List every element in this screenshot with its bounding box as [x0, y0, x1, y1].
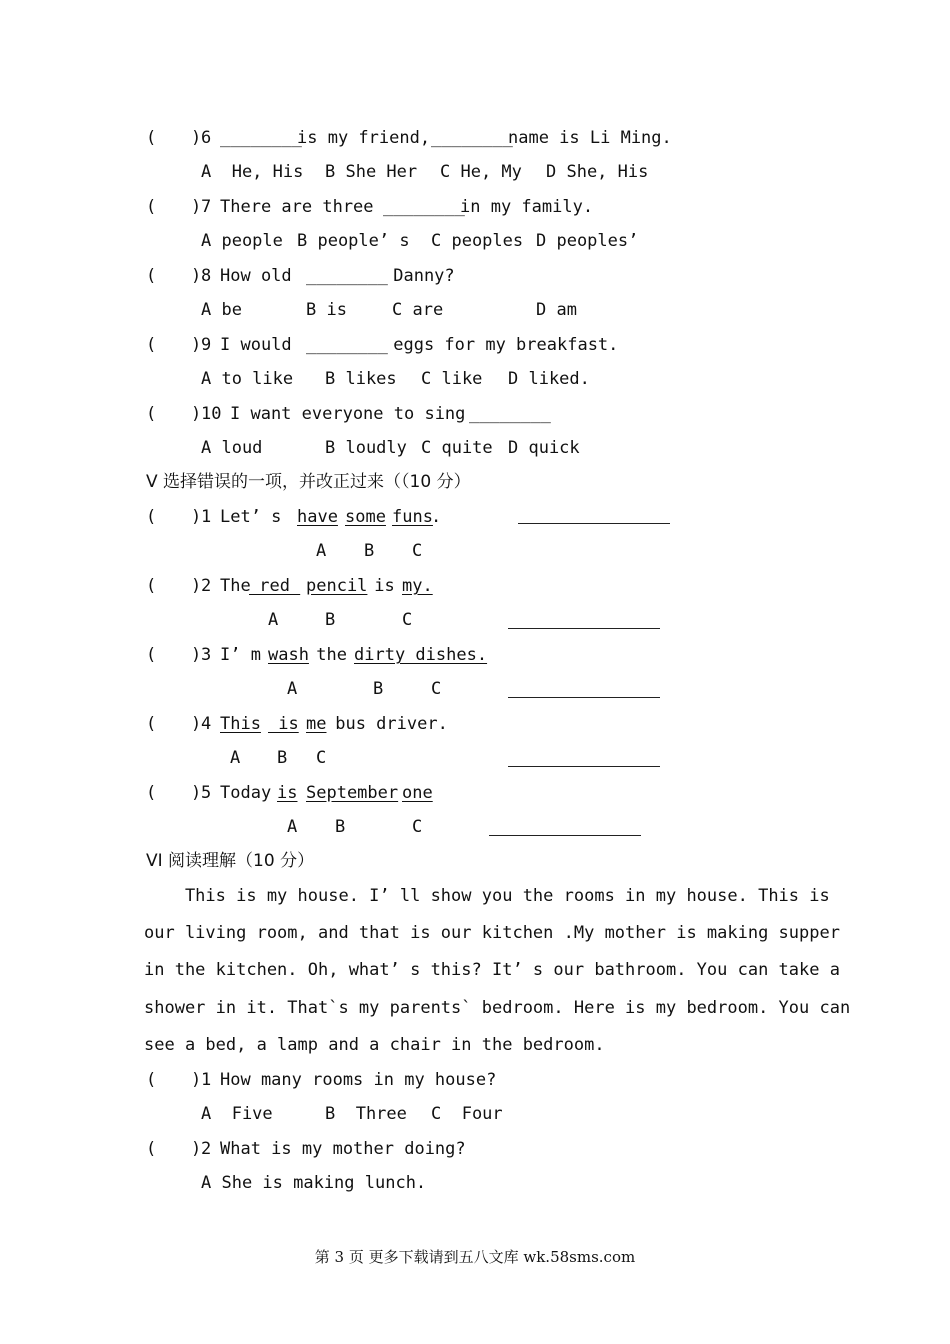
option-b: B loudly [325, 438, 407, 458]
label-c: C [412, 541, 423, 561]
question-number: 3 [201, 645, 212, 665]
option-d: D She, His [546, 162, 649, 182]
option-b: B Three [325, 1104, 407, 1124]
question-text: is my friend, [297, 128, 441, 148]
option-d: D peoples’ [536, 231, 639, 251]
sentence-text: Let’ s [220, 507, 302, 527]
answer-paren-open: ( [146, 404, 157, 424]
passage-line: see a bed, a lamp and a chair in the bedroom. [144, 1035, 605, 1055]
question-number: 2 [201, 1139, 212, 1159]
label-a: A [316, 541, 327, 561]
answer-paren-close: ) [191, 1070, 202, 1090]
blank-line: ________ [469, 404, 551, 424]
question-text: How many rooms in my house? [220, 1070, 497, 1090]
option-c: C quite [421, 438, 493, 458]
underlined-part-c: funs [392, 507, 433, 527]
answer-paren-close: ) [191, 128, 202, 148]
option-b: B is [306, 300, 347, 320]
underlined-part-c: me [306, 714, 327, 734]
question-text: in my family. [460, 197, 594, 217]
label-c: C [402, 610, 413, 630]
label-a: A [230, 748, 241, 768]
question-number: 2 [201, 576, 212, 596]
answer-paren-close: ) [191, 714, 202, 734]
blank-line: ________ [220, 128, 302, 148]
answer-paren-open: ( [146, 507, 157, 527]
underlined-part-b: some [345, 507, 386, 527]
label-c: C [316, 748, 327, 768]
label-a: A [268, 610, 279, 630]
question-number: 5 [201, 783, 212, 803]
label-c: C [431, 679, 442, 699]
section-title: VI 阅读理解（10 分） [146, 851, 315, 871]
question-number: 8 [201, 266, 212, 286]
answer-paren-open: ( [146, 645, 157, 665]
blank-line: ________ [306, 266, 388, 286]
answer-paren-close: ) [191, 645, 202, 665]
label-a: A [287, 679, 298, 699]
question-text: Danny? [383, 266, 455, 286]
label-a: A [287, 817, 298, 837]
answer-paren-close: ) [191, 404, 202, 424]
option-c: C Four [431, 1104, 503, 1124]
underlined-part-a: wash [268, 645, 309, 665]
option-b: B She Her [325, 162, 418, 182]
underlined-part-a: red [249, 576, 301, 596]
underlined-part-b: pencil [306, 576, 368, 596]
answer-paren-open: ( [146, 714, 157, 734]
correction-blank [508, 628, 660, 629]
option-b: B likes [325, 369, 397, 389]
answer-paren-close: ) [191, 783, 202, 803]
question-number: 1 [201, 1070, 212, 1090]
answer-paren-open: ( [146, 128, 157, 148]
passage-line: our living room, and that is our kitchen .My mother is making supper [144, 923, 840, 943]
question-text: eggs for my breakfast. [383, 335, 619, 355]
sentence-text: the [306, 645, 358, 665]
option-a: A loud [201, 438, 263, 458]
question-number: 6 [201, 128, 212, 148]
option-a: A She is making lunch. [201, 1173, 427, 1193]
label-b: B [364, 541, 375, 561]
page-footer: 第 3 页 更多下载请到五八文库 wk.58sms.com [314, 1248, 636, 1266]
question-text: How old [220, 266, 302, 286]
underlined-part-b: is [268, 714, 299, 734]
option-a: A be [201, 300, 242, 320]
option-a: A He, His [201, 162, 304, 182]
correction-blank [508, 766, 660, 767]
option-a: A to like [201, 369, 294, 389]
answer-paren-close: ) [191, 197, 202, 217]
label-b: B [335, 817, 346, 837]
option-c: C are [392, 300, 444, 320]
answer-paren-open: ( [146, 1070, 157, 1090]
option-d: D liked. [508, 369, 590, 389]
answer-paren-close: ) [191, 266, 202, 286]
option-c: C like [421, 369, 483, 389]
passage-line: shower in it. That`s my parents` bedroom. Here is my bedroom. You can [144, 998, 851, 1018]
answer-paren-close: ) [191, 507, 202, 527]
section-title: V 选择错误的一项，并改正过来（（10 分） [146, 472, 471, 492]
option-b: B people’ s [297, 231, 410, 251]
label-b: B [373, 679, 384, 699]
answer-paren-open: ( [146, 576, 157, 596]
blank-line: ________ [431, 128, 513, 148]
answer-paren-open: ( [146, 783, 157, 803]
answer-paren-open: ( [146, 197, 157, 217]
question-text: I want everyone to sing [230, 404, 476, 424]
underlined-part-b: September [306, 783, 399, 803]
passage-line: in the kitchen. Oh, what’ s this? It’ s our bathroom. You can take a [144, 960, 840, 980]
answer-paren-open: ( [146, 335, 157, 355]
sentence-text: . [431, 507, 442, 527]
option-d: D quick [508, 438, 580, 458]
question-text: name is Li Ming. [508, 128, 672, 148]
label-c: C [412, 817, 423, 837]
label-b: B [277, 748, 288, 768]
question-number: 10 [201, 404, 222, 424]
question-number: 1 [201, 507, 212, 527]
question-number: 9 [201, 335, 212, 355]
blank-line: ________ [383, 197, 465, 217]
answer-paren-close: ) [191, 576, 202, 596]
underlined-part-c: one [402, 783, 433, 803]
correction-blank [508, 697, 660, 698]
question-text: What is my mother doing? [220, 1139, 466, 1159]
blank-line: ________ [306, 335, 388, 355]
sentence-text: Today [220, 783, 282, 803]
label-b: B [325, 610, 336, 630]
option-c: C peoples [431, 231, 524, 251]
underlined-part-b: dirty dishes. [354, 645, 488, 665]
underlined-part-a: This [220, 714, 261, 734]
answer-paren-open: ( [146, 266, 157, 286]
correction-blank [489, 835, 641, 836]
sentence-text: is [364, 576, 405, 596]
question-number: 4 [201, 714, 212, 734]
question-number: 7 [201, 197, 212, 217]
sentence-text: I’ m [220, 645, 272, 665]
option-d: D am [536, 300, 577, 320]
answer-paren-close: ) [191, 335, 202, 355]
option-a: A Five [201, 1104, 273, 1124]
underlined-part-c: my. [402, 576, 433, 596]
option-a: A people [201, 231, 283, 251]
question-text: I would [220, 335, 302, 355]
underlined-part-a: have [297, 507, 338, 527]
correction-blank [518, 523, 670, 524]
underlined-part-a: is [277, 783, 298, 803]
option-c: C He, My [440, 162, 522, 182]
sentence-text: The [220, 576, 251, 596]
answer-paren-open: ( [146, 1139, 157, 1159]
sentence-text: bus driver. [325, 714, 448, 734]
answer-paren-close: ) [191, 1139, 202, 1159]
passage-line: This is my house. I’ ll show you the rooms in my house. This is [144, 886, 830, 906]
question-text: There are three [220, 197, 384, 217]
